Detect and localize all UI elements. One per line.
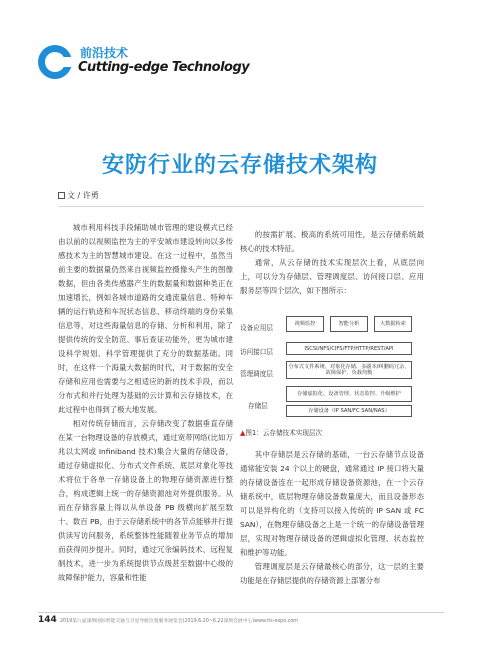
section-logo-icon	[38, 45, 72, 79]
layer-label-storage: 存储层	[248, 402, 268, 410]
interface-box: ISCSI/NFS/CIFS/FTP/HTTP/REST/API	[286, 342, 412, 355]
caption-triangle-icon: ▲	[240, 429, 246, 437]
author-line	[58, 190, 99, 201]
paragraph: 其中存储层是云存储的基础，一台云存储节点设备通常能安装 24 个以上的硬盘，通常通过 IP 接口将大量的存储设备连在一起形成存储设备资源池，在一个云存储系统中，底层物理存储设备数量庞大，而且设备形态可以是异构化的（支持可以接入传统的 IP SAN 或 FC SAN），在物理存储设备之上是一个统一的存储设备管理层，实现对物理存储设备的逻辑虚拟化管理、状态监控和维护等功能。	[240, 450, 424, 557]
caption-text: 图1：云存储技术实现层次	[245, 429, 323, 437]
author-box-icon	[58, 192, 65, 199]
paragraph: 的按需扩展、极高的系统可用性，是云存储系统最核心的技术特征。	[240, 230, 424, 253]
app-box-bigdata: 大数据检索	[374, 316, 412, 332]
title-divider	[58, 206, 424, 207]
figure-caption	[240, 427, 322, 437]
right-column-top	[240, 228, 424, 298]
page-number: 144	[38, 615, 57, 625]
app-box-video: 视频监控	[286, 316, 324, 332]
paragraph: 城市利用科技手段辅助城市管理的建设模式已经由以前的以视频监控为主的平安城市建设转向以多传感技术为主的智慧城市建设。在这一过程中，虽然当前主要的数据量仍然来自视频监控摄像头产生的图像数据，但由各类传感器产生的数据量和数据种类正在加速增长，例如各城市道路的交通流量信息、特种车辆的运行轨迹和车况状态信息、移动终端的身份采集信息等，对这些海量信息的存储、分析和利用，除了提供传统的安全防范、事后查证功能外，更为城市建设科学规划、科学管理提供了充分的数据基础。同时，在这样一个海量大数据的时代，对于数据的安全存储和应用也需要与之相适应的新的技术手段，而以分布式和并行处理为基础的云计算和云存储技术，在此过程中也得到了极大地发展。	[58, 223, 233, 414]
layer-label-app: 设备应用层	[240, 324, 273, 332]
app-box-analysis: 智能分析	[330, 316, 368, 332]
article-title: 安防行业的云存储技术架构	[101, 153, 378, 178]
storage-device-box: 存储设备（IP SAN/FC SAN/NAS）	[286, 405, 412, 417]
right-column-bottom	[240, 448, 424, 588]
footer-text: 2019第八届深圳国际智能交通与卫星导航位置服务展览会(2019.6.20~6.22深圳会展中心)www.its-expo.com	[60, 619, 298, 624]
architecture-diagram	[240, 316, 424, 442]
section-title-en: Cutting-edge Technology	[78, 60, 250, 75]
layer-label-mgmt: 管理调度层	[240, 370, 273, 378]
paragraph: 管理调度层是云存储最核心的部分，这一层的主要功能是在存储层提供的存储资源上部署分布	[240, 562, 424, 585]
paragraph: 通常，从云存储的技术实现层次上看，从底层向上，可以分为存储层、管理调度层、访问接口层、应用服务层等四个层次，如下图所示：	[240, 258, 424, 295]
author-name: 文 / 许勇	[67, 191, 99, 200]
paragraph: 相对传统存储而言，云存储改变了数据垂直存储在某一台物理设备的存放模式，通过宽带网络(比如万兆以太网或 Infiniband 技术)集合大量的存储设备，通过存储虚拟化、分布式文件系统、底层对象化等技术将位于各单一存储设备上的物理存储资源进行整合，构成逻辑上统一的存储资源池对外提供服务。从而在存储容量上得以从单设备 PB 级横向扩展至数十、数百 PB，由于云存储系统中的各节点能够并行提供读写访问服务，系统整体性能随着业务节点的增加而获得同步提升。同时，通过冗余编码技术、远程复制技术，进一步为系统提供节点级甚至数据中心级的故障保护能力，容量和性能	[58, 419, 233, 582]
storage-virtualization-box: 存储虚拟化、设备管理、状态监控、升级维护	[286, 386, 412, 402]
mgmt-box: 分布式文件系统、对象化存储、多副本/纠删码冗余、故障保护、负载均衡	[286, 361, 412, 379]
section-title-cn: 前沿技术	[80, 46, 129, 60]
layer-label-interface: 访问接口层	[240, 348, 273, 356]
footer-divider	[38, 612, 444, 613]
left-column	[58, 221, 233, 585]
